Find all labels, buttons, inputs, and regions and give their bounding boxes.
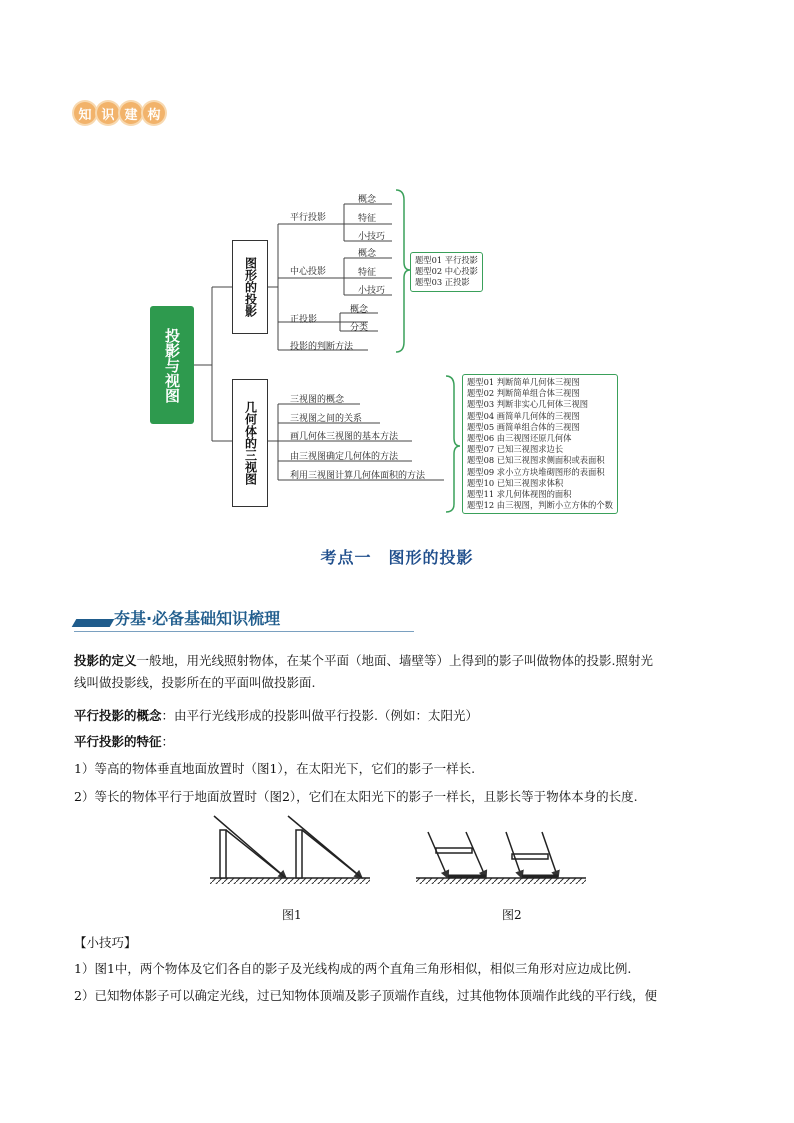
box-item: 题型01 平行投影	[415, 255, 478, 265]
feature-1: 1）等高的物体垂直地面放置时（图1），在太阳光下，它们的影子一样长.	[74, 761, 476, 776]
b2-item: 三视图之间的关系	[290, 414, 363, 424]
badge-char: 识	[97, 102, 119, 124]
label-parallel: 平行投影	[290, 213, 327, 223]
subsection-bar	[74, 606, 414, 632]
subsection-title: 夯基·必备基础知识梳理	[114, 609, 281, 628]
tip-title: 【小技巧】	[74, 935, 137, 950]
badge-char: 构	[143, 102, 165, 124]
term: 平行投影的概念	[74, 708, 162, 723]
text: ：由平行光线形成的投影叫做平行投影.（例如：太阳光）	[161, 708, 478, 723]
figure-1-caption: 图1	[282, 908, 302, 922]
box-item: 题型11 求几何体视图的面积	[467, 489, 572, 500]
node-label: 几何体的三视图	[243, 401, 258, 485]
badge-char: 建	[120, 102, 142, 124]
tip-2: 2）已知物体影子可以确定光线，过已知物体顶端及影子顶端作直线，过其他物体顶端作此线的平行线，便	[74, 988, 657, 1003]
question-types-box-2	[462, 374, 618, 514]
leaf-feature: 特征	[358, 214, 377, 224]
projection-figures	[200, 810, 740, 900]
box-item: 题型09 求小立方块堆砌图形的表面积	[467, 466, 605, 477]
term: 平行投影的特征	[74, 734, 162, 749]
box-item: 题型02 判断简单组合体三视图	[467, 388, 580, 399]
label-central: 中心投影	[290, 267, 327, 277]
node-figure-projection	[232, 240, 268, 334]
b2-item: 画几何体三视图的基本方法	[290, 432, 399, 442]
mindmap-root	[150, 306, 194, 424]
box-item: 题型01 判断简单几何体三视图	[467, 377, 580, 387]
tip-1: 1）图1中，两个物体及它们各自的影子及光线构成的两个直角三角形相似，相似三角形对应边成比例.	[74, 961, 632, 976]
box-item: 题型03 正投影	[415, 277, 470, 288]
box-item: 题型05 画简单组合体的三视图	[467, 421, 580, 432]
leaf-concept: 概念	[358, 249, 377, 259]
leaf-class: 分类	[350, 323, 369, 333]
b2-item: 利用三视图计算几何体面积的方法	[290, 471, 426, 481]
text: 一般地，用光线照射物体，在某个平面（地面、墙壁等）上得到的影子叫做物体的投影.照射光	[136, 653, 653, 668]
box-item: 题型10 已知三视图求体积	[467, 477, 564, 488]
node-three-views	[232, 379, 268, 507]
root-label: 投影与视图	[163, 327, 181, 403]
leaf-tip: 小技巧	[358, 232, 386, 242]
box-item: 题型07 已知三视图求边长	[467, 444, 564, 455]
box-item: 题型02 中心投影	[415, 266, 478, 277]
box-item: 题型08 已知三视图求侧面积或表面积	[467, 455, 605, 466]
feature-2: 2）等长的物体平行于地面放置时（图2），它们在太阳光下的影子一样长，且影长等于物体本身的长度.	[74, 789, 638, 804]
term: 投影的定义	[74, 653, 137, 668]
concept-paragraph	[74, 705, 724, 727]
leaf-concept: 概念	[358, 195, 377, 205]
definition-paragraph	[74, 650, 724, 694]
label-ortho: 正投影	[290, 315, 318, 325]
badge-char: 知	[74, 102, 96, 124]
node-label: 图形的投影	[243, 257, 258, 317]
question-types-box-1	[410, 252, 483, 292]
box-item: 题型06 由三视图还原几何体	[467, 433, 572, 444]
box-item: 题型03 判断非实心几何体三视图	[467, 399, 589, 410]
text: ：	[161, 734, 175, 749]
leaf-tip: 小技巧	[358, 286, 386, 296]
figure-2-caption: 图2	[502, 908, 522, 922]
bar-stripe	[72, 619, 115, 627]
feature-paragraph	[74, 731, 724, 753]
box-item: 题型04 画简单几何体的三视图	[467, 410, 580, 421]
text: 线叫做投影线，投影所在的平面叫做投影面.	[74, 675, 316, 690]
leaf-concept: 概念	[350, 305, 369, 315]
box-item: 题型12 由三视图，判断小立方体的个数	[467, 500, 613, 511]
leaf-feature: 特征	[358, 268, 377, 278]
bar-underline	[74, 631, 414, 632]
b2-item: 由三视图确定几何体的方法	[290, 452, 399, 462]
label-judge: 投影的判断方法	[290, 342, 354, 352]
b2-item: 三视图的概念	[290, 395, 345, 405]
section-heading: 考点一 图形的投影	[320, 548, 474, 567]
